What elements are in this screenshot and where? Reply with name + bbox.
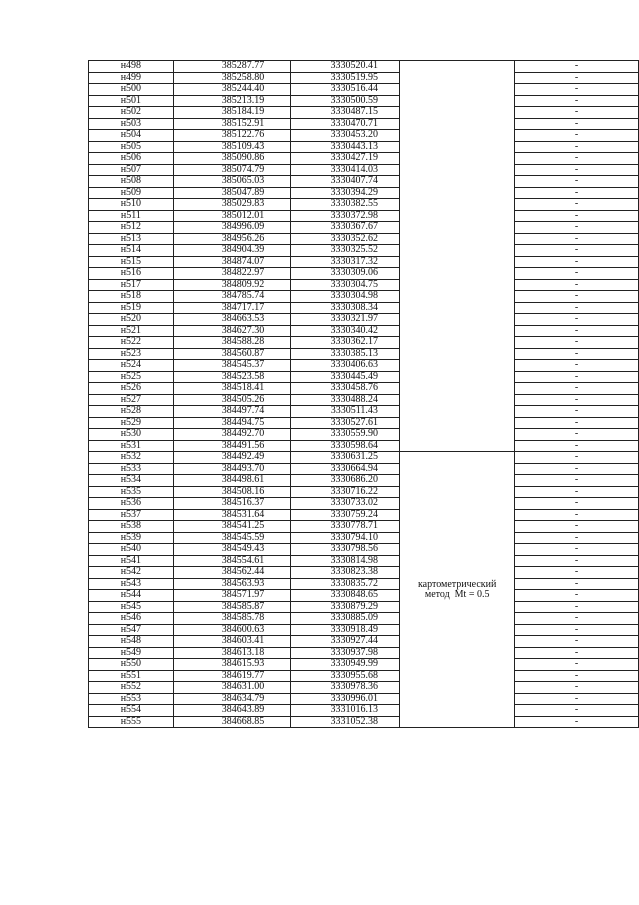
- accuracy-cell: -: [514, 440, 638, 452]
- point-name-cell: н543: [89, 578, 174, 590]
- accuracy-cell: -: [514, 245, 638, 257]
- accuracy-cell: -: [514, 210, 638, 222]
- x-coordinate-cell: 385012.01: [173, 210, 291, 222]
- accuracy-cell: -: [514, 153, 638, 165]
- point-name-cell: н511: [89, 210, 174, 222]
- y-coordinate-cell: 3330949.99: [291, 659, 400, 671]
- accuracy-cell: -: [514, 532, 638, 544]
- accuracy-cell: -: [514, 383, 638, 395]
- table-row: [89, 475, 639, 487]
- x-coordinate-cell: 384615.93: [173, 659, 291, 671]
- point-name-cell: н517: [89, 279, 174, 291]
- table-row: [89, 279, 639, 291]
- x-coordinate-cell: 384822.97: [173, 268, 291, 280]
- x-coordinate-cell: 385090.86: [173, 153, 291, 165]
- table-row: [89, 325, 639, 337]
- table-row: [89, 61, 639, 73]
- y-coordinate-cell: 3330458.76: [291, 383, 400, 395]
- y-coordinate-cell: 3330309.06: [291, 268, 400, 280]
- coordinates-table: [88, 60, 639, 728]
- x-coordinate-cell: 385029.83: [173, 199, 291, 211]
- point-name-cell: н551: [89, 670, 174, 682]
- point-name-cell: н550: [89, 659, 174, 671]
- table-row: [89, 268, 639, 280]
- y-coordinate-cell: 3330848.65: [291, 590, 400, 602]
- method-line-1: картометрический: [417, 578, 497, 590]
- method-line-2: метод Mt = 0.5: [424, 588, 490, 600]
- table-row: [89, 187, 639, 199]
- point-name-cell: н532: [89, 452, 174, 464]
- point-name-cell: н529: [89, 417, 174, 429]
- point-name-cell: н520: [89, 314, 174, 326]
- x-coordinate-cell: 384497.74: [173, 406, 291, 418]
- x-coordinate-cell: 384493.70: [173, 463, 291, 475]
- point-name-cell: н500: [89, 84, 174, 96]
- x-coordinate-cell: 384491.56: [173, 440, 291, 452]
- table-row: [89, 337, 639, 349]
- y-coordinate-cell: 3330759.24: [291, 509, 400, 521]
- y-coordinate-cell: 3330879.29: [291, 601, 400, 613]
- accuracy-cell: -: [514, 544, 638, 556]
- y-coordinate-cell: 3330559.90: [291, 429, 400, 441]
- point-name-cell: н530: [89, 429, 174, 441]
- point-name-cell: н533: [89, 463, 174, 475]
- x-coordinate-cell: 384585.87: [173, 601, 291, 613]
- point-name-cell: н512: [89, 222, 174, 234]
- x-coordinate-cell: 384545.37: [173, 360, 291, 372]
- point-name-cell: н525: [89, 371, 174, 383]
- point-name-cell: н508: [89, 176, 174, 188]
- table-row: [89, 256, 639, 268]
- point-name-cell: н518: [89, 291, 174, 303]
- point-name-cell: н524: [89, 360, 174, 372]
- y-coordinate-cell: 3330453.20: [291, 130, 400, 142]
- table-row: [89, 498, 639, 510]
- table-row: [89, 107, 639, 119]
- x-coordinate-cell: 384498.61: [173, 475, 291, 487]
- y-coordinate-cell: 3330885.09: [291, 613, 400, 625]
- accuracy-cell: -: [514, 521, 638, 533]
- table-row: [89, 406, 639, 418]
- table-row: [89, 693, 639, 705]
- accuracy-cell: -: [514, 624, 638, 636]
- table-row: [89, 567, 639, 579]
- y-coordinate-cell: 3330516.44: [291, 84, 400, 96]
- accuracy-cell: -: [514, 348, 638, 360]
- x-coordinate-cell: 384600.63: [173, 624, 291, 636]
- y-coordinate-cell: 3330488.24: [291, 394, 400, 406]
- x-coordinate-cell: 384571.97: [173, 590, 291, 602]
- y-coordinate-cell: 3330362.17: [291, 337, 400, 349]
- point-name-cell: н546: [89, 613, 174, 625]
- table-row: [89, 452, 639, 464]
- table-row: [89, 394, 639, 406]
- point-name-cell: н542: [89, 567, 174, 579]
- point-name-cell: н534: [89, 475, 174, 487]
- table-row: [89, 222, 639, 234]
- x-coordinate-cell: 384523.58: [173, 371, 291, 383]
- point-name-cell: н544: [89, 590, 174, 602]
- x-coordinate-cell: 384631.00: [173, 682, 291, 694]
- table-row: [89, 509, 639, 521]
- y-coordinate-cell: 3330520.41: [291, 61, 400, 73]
- x-coordinate-cell: 384549.43: [173, 544, 291, 556]
- x-coordinate-cell: 385213.19: [173, 95, 291, 107]
- accuracy-cell: -: [514, 578, 638, 590]
- accuracy-cell: -: [514, 279, 638, 291]
- accuracy-cell: -: [514, 61, 638, 73]
- table-row: [89, 647, 639, 659]
- table-row: [89, 176, 639, 188]
- y-coordinate-cell: 3330835.72: [291, 578, 400, 590]
- x-coordinate-cell: 384563.93: [173, 578, 291, 590]
- table-row: [89, 314, 639, 326]
- accuracy-cell: -: [514, 636, 638, 648]
- x-coordinate-cell: 384588.28: [173, 337, 291, 349]
- accuracy-cell: -: [514, 176, 638, 188]
- accuracy-cell: -: [514, 613, 638, 625]
- point-name-cell: н526: [89, 383, 174, 395]
- point-name-cell: н552: [89, 682, 174, 694]
- accuracy-cell: -: [514, 498, 638, 510]
- y-coordinate-cell: 3330394.29: [291, 187, 400, 199]
- x-coordinate-cell: 384494.75: [173, 417, 291, 429]
- point-name-cell: н553: [89, 693, 174, 705]
- point-name-cell: н541: [89, 555, 174, 567]
- y-coordinate-cell: 3330406.63: [291, 360, 400, 372]
- table-row: [89, 360, 639, 372]
- y-coordinate-cell: 3330716.22: [291, 486, 400, 498]
- y-coordinate-cell: 3330427.19: [291, 153, 400, 165]
- point-name-cell: н549: [89, 647, 174, 659]
- point-name-cell: н502: [89, 107, 174, 119]
- table-row: [89, 84, 639, 96]
- point-name-cell: н540: [89, 544, 174, 556]
- accuracy-cell: -: [514, 95, 638, 107]
- table-row: [89, 417, 639, 429]
- y-coordinate-cell: 3330304.98: [291, 291, 400, 303]
- accuracy-cell: -: [514, 72, 638, 84]
- table-row: [89, 636, 639, 648]
- table-row: [89, 153, 639, 165]
- accuracy-cell: -: [514, 475, 638, 487]
- y-coordinate-cell: 3330308.34: [291, 302, 400, 314]
- table-row: [89, 429, 639, 441]
- accuracy-cell: -: [514, 590, 638, 602]
- table-row: [89, 659, 639, 671]
- x-coordinate-cell: 384643.89: [173, 705, 291, 717]
- x-coordinate-cell: 384508.16: [173, 486, 291, 498]
- accuracy-cell: -: [514, 716, 638, 728]
- y-coordinate-cell: 3330794.10: [291, 532, 400, 544]
- y-coordinate-cell: 3330823.38: [291, 567, 400, 579]
- x-coordinate-cell: 384505.26: [173, 394, 291, 406]
- y-coordinate-cell: 3331052.38: [291, 716, 400, 728]
- point-name-cell: н505: [89, 141, 174, 153]
- y-coordinate-cell: 3330955.68: [291, 670, 400, 682]
- accuracy-cell: -: [514, 406, 638, 418]
- y-coordinate-cell: 3330445.49: [291, 371, 400, 383]
- x-coordinate-cell: 384585.78: [173, 613, 291, 625]
- y-coordinate-cell: 3330598.64: [291, 440, 400, 452]
- x-coordinate-cell: 384531.64: [173, 509, 291, 521]
- table-row: [89, 682, 639, 694]
- y-coordinate-cell: 3330733.02: [291, 498, 400, 510]
- point-name-cell: н507: [89, 164, 174, 176]
- accuracy-cell: -: [514, 360, 638, 372]
- table-row: [89, 302, 639, 314]
- point-name-cell: н527: [89, 394, 174, 406]
- accuracy-cell: -: [514, 452, 638, 464]
- accuracy-cell: -: [514, 199, 638, 211]
- table-row: [89, 118, 639, 130]
- y-coordinate-cell: 3330527.61: [291, 417, 400, 429]
- y-coordinate-cell: 3330372.98: [291, 210, 400, 222]
- point-name-cell: н537: [89, 509, 174, 521]
- point-name-cell: н514: [89, 245, 174, 257]
- accuracy-cell: -: [514, 222, 638, 234]
- x-coordinate-cell: 385109.43: [173, 141, 291, 153]
- y-coordinate-cell: 3330443.13: [291, 141, 400, 153]
- y-coordinate-cell: 3330352.62: [291, 233, 400, 245]
- x-coordinate-cell: 385074.79: [173, 164, 291, 176]
- table-row: [89, 95, 639, 107]
- x-coordinate-cell: 384634.79: [173, 693, 291, 705]
- x-coordinate-cell: 384492.49: [173, 452, 291, 464]
- point-name-cell: н515: [89, 256, 174, 268]
- x-coordinate-cell: 384518.41: [173, 383, 291, 395]
- x-coordinate-cell: 385065.03: [173, 176, 291, 188]
- method-cell-empty: [400, 61, 515, 452]
- accuracy-cell: -: [514, 647, 638, 659]
- accuracy-cell: -: [514, 256, 638, 268]
- table-row: [89, 590, 639, 602]
- point-name-cell: н516: [89, 268, 174, 280]
- point-name-cell: н535: [89, 486, 174, 498]
- point-name-cell: н504: [89, 130, 174, 142]
- y-coordinate-cell: 3330927.44: [291, 636, 400, 648]
- table-row: [89, 544, 639, 556]
- accuracy-cell: -: [514, 567, 638, 579]
- accuracy-cell: -: [514, 371, 638, 383]
- x-coordinate-cell: 385152.91: [173, 118, 291, 130]
- accuracy-cell: -: [514, 705, 638, 717]
- x-coordinate-cell: 384541.25: [173, 521, 291, 533]
- y-coordinate-cell: 3330382.55: [291, 199, 400, 211]
- accuracy-cell: -: [514, 130, 638, 142]
- y-coordinate-cell: 3330487.15: [291, 107, 400, 119]
- point-name-cell: н555: [89, 716, 174, 728]
- y-coordinate-cell: 3330798.56: [291, 544, 400, 556]
- y-coordinate-cell: 3330918.49: [291, 624, 400, 636]
- y-coordinate-cell: 3330664.94: [291, 463, 400, 475]
- y-coordinate-cell: 3330414.03: [291, 164, 400, 176]
- accuracy-cell: -: [514, 118, 638, 130]
- y-coordinate-cell: 3330814.98: [291, 555, 400, 567]
- y-coordinate-cell: 3330385.13: [291, 348, 400, 360]
- x-coordinate-cell: 385047.89: [173, 187, 291, 199]
- y-coordinate-cell: 3330778.71: [291, 521, 400, 533]
- accuracy-cell: -: [514, 555, 638, 567]
- table-row: [89, 613, 639, 625]
- x-coordinate-cell: 385244.40: [173, 84, 291, 96]
- point-name-cell: н501: [89, 95, 174, 107]
- table-row: [89, 291, 639, 303]
- accuracy-cell: -: [514, 268, 638, 280]
- accuracy-cell: -: [514, 187, 638, 199]
- y-coordinate-cell: 3330340.42: [291, 325, 400, 337]
- accuracy-cell: -: [514, 291, 638, 303]
- point-name-cell: н539: [89, 532, 174, 544]
- table-row: [89, 716, 639, 728]
- table-row: [89, 348, 639, 360]
- table-row: [89, 521, 639, 533]
- method-cell: [400, 452, 515, 728]
- y-coordinate-cell: 3330631.25: [291, 452, 400, 464]
- x-coordinate-cell: 384785.74: [173, 291, 291, 303]
- table-row: [89, 164, 639, 176]
- point-name-cell: н522: [89, 337, 174, 349]
- accuracy-cell: -: [514, 107, 638, 119]
- table-row: [89, 440, 639, 452]
- accuracy-cell: -: [514, 325, 638, 337]
- table-row: [89, 670, 639, 682]
- point-name-cell: н531: [89, 440, 174, 452]
- x-coordinate-cell: 384627.30: [173, 325, 291, 337]
- coordinates-table-body: [89, 61, 639, 728]
- y-coordinate-cell: 3330686.20: [291, 475, 400, 487]
- table-row: [89, 705, 639, 717]
- x-coordinate-cell: 384545.59: [173, 532, 291, 544]
- point-name-cell: н554: [89, 705, 174, 717]
- y-coordinate-cell: 3330500.59: [291, 95, 400, 107]
- point-name-cell: н510: [89, 199, 174, 211]
- x-coordinate-cell: 385287.77: [173, 61, 291, 73]
- accuracy-cell: -: [514, 509, 638, 521]
- x-coordinate-cell: 384996.09: [173, 222, 291, 234]
- accuracy-cell: -: [514, 394, 638, 406]
- table-row: [89, 463, 639, 475]
- accuracy-cell: -: [514, 141, 638, 153]
- x-coordinate-cell: 384560.87: [173, 348, 291, 360]
- accuracy-cell: -: [514, 601, 638, 613]
- accuracy-cell: -: [514, 693, 638, 705]
- y-coordinate-cell: 3330470.71: [291, 118, 400, 130]
- point-name-cell: н538: [89, 521, 174, 533]
- table-row: [89, 130, 639, 142]
- point-name-cell: н521: [89, 325, 174, 337]
- y-coordinate-cell: 3330996.01: [291, 693, 400, 705]
- table-row: [89, 532, 639, 544]
- accuracy-cell: -: [514, 233, 638, 245]
- y-coordinate-cell: 3330325.52: [291, 245, 400, 257]
- table-row: [89, 233, 639, 245]
- table-row: [89, 210, 639, 222]
- y-coordinate-cell: 3330511.43: [291, 406, 400, 418]
- point-name-cell: н503: [89, 118, 174, 130]
- x-coordinate-cell: 384603.41: [173, 636, 291, 648]
- x-coordinate-cell: 384663.53: [173, 314, 291, 326]
- accuracy-cell: -: [514, 682, 638, 694]
- point-name-cell: н545: [89, 601, 174, 613]
- point-name-cell: н509: [89, 187, 174, 199]
- accuracy-cell: -: [514, 659, 638, 671]
- accuracy-cell: -: [514, 302, 638, 314]
- point-name-cell: н536: [89, 498, 174, 510]
- accuracy-cell: -: [514, 314, 638, 326]
- accuracy-cell: -: [514, 84, 638, 96]
- x-coordinate-cell: 384956.26: [173, 233, 291, 245]
- x-coordinate-cell: 385122.76: [173, 130, 291, 142]
- x-coordinate-cell: 384554.61: [173, 555, 291, 567]
- point-name-cell: н528: [89, 406, 174, 418]
- y-coordinate-cell: 3330937.98: [291, 647, 400, 659]
- x-coordinate-cell: 384874.07: [173, 256, 291, 268]
- table-row: [89, 245, 639, 257]
- accuracy-cell: -: [514, 429, 638, 441]
- y-coordinate-cell: 3331016.13: [291, 705, 400, 717]
- point-name-cell: н523: [89, 348, 174, 360]
- y-coordinate-cell: 3330321.97: [291, 314, 400, 326]
- x-coordinate-cell: 385184.19: [173, 107, 291, 119]
- x-coordinate-cell: 384613.18: [173, 647, 291, 659]
- y-coordinate-cell: 3330317.32: [291, 256, 400, 268]
- x-coordinate-cell: 384668.85: [173, 716, 291, 728]
- point-name-cell: н498: [89, 61, 174, 73]
- accuracy-cell: -: [514, 417, 638, 429]
- table-row: [89, 141, 639, 153]
- x-coordinate-cell: 384619.77: [173, 670, 291, 682]
- point-name-cell: н519: [89, 302, 174, 314]
- point-name-cell: н506: [89, 153, 174, 165]
- x-coordinate-cell: 384904.39: [173, 245, 291, 257]
- y-coordinate-cell: 3330519.95: [291, 72, 400, 84]
- table-row: [89, 383, 639, 395]
- table-row: [89, 624, 639, 636]
- x-coordinate-cell: 384492.70: [173, 429, 291, 441]
- accuracy-cell: -: [514, 463, 638, 475]
- table-row: [89, 72, 639, 84]
- x-coordinate-cell: 385258.80: [173, 72, 291, 84]
- point-name-cell: н547: [89, 624, 174, 636]
- table-row: [89, 578, 639, 590]
- table-row: [89, 371, 639, 383]
- accuracy-cell: -: [514, 164, 638, 176]
- accuracy-cell: -: [514, 486, 638, 498]
- x-coordinate-cell: 384516.37: [173, 498, 291, 510]
- x-coordinate-cell: 384809.92: [173, 279, 291, 291]
- y-coordinate-cell: 3330304.75: [291, 279, 400, 291]
- point-name-cell: н513: [89, 233, 174, 245]
- table-row: [89, 486, 639, 498]
- y-coordinate-cell: 3330407.74: [291, 176, 400, 188]
- table-row: [89, 601, 639, 613]
- table-row: [89, 555, 639, 567]
- point-name-cell: н548: [89, 636, 174, 648]
- accuracy-cell: -: [514, 337, 638, 349]
- table-row: [89, 199, 639, 211]
- x-coordinate-cell: 384562.44: [173, 567, 291, 579]
- accuracy-cell: -: [514, 670, 638, 682]
- y-coordinate-cell: 3330367.67: [291, 222, 400, 234]
- y-coordinate-cell: 3330978.36: [291, 682, 400, 694]
- x-coordinate-cell: 384717.17: [173, 302, 291, 314]
- point-name-cell: н499: [89, 72, 174, 84]
